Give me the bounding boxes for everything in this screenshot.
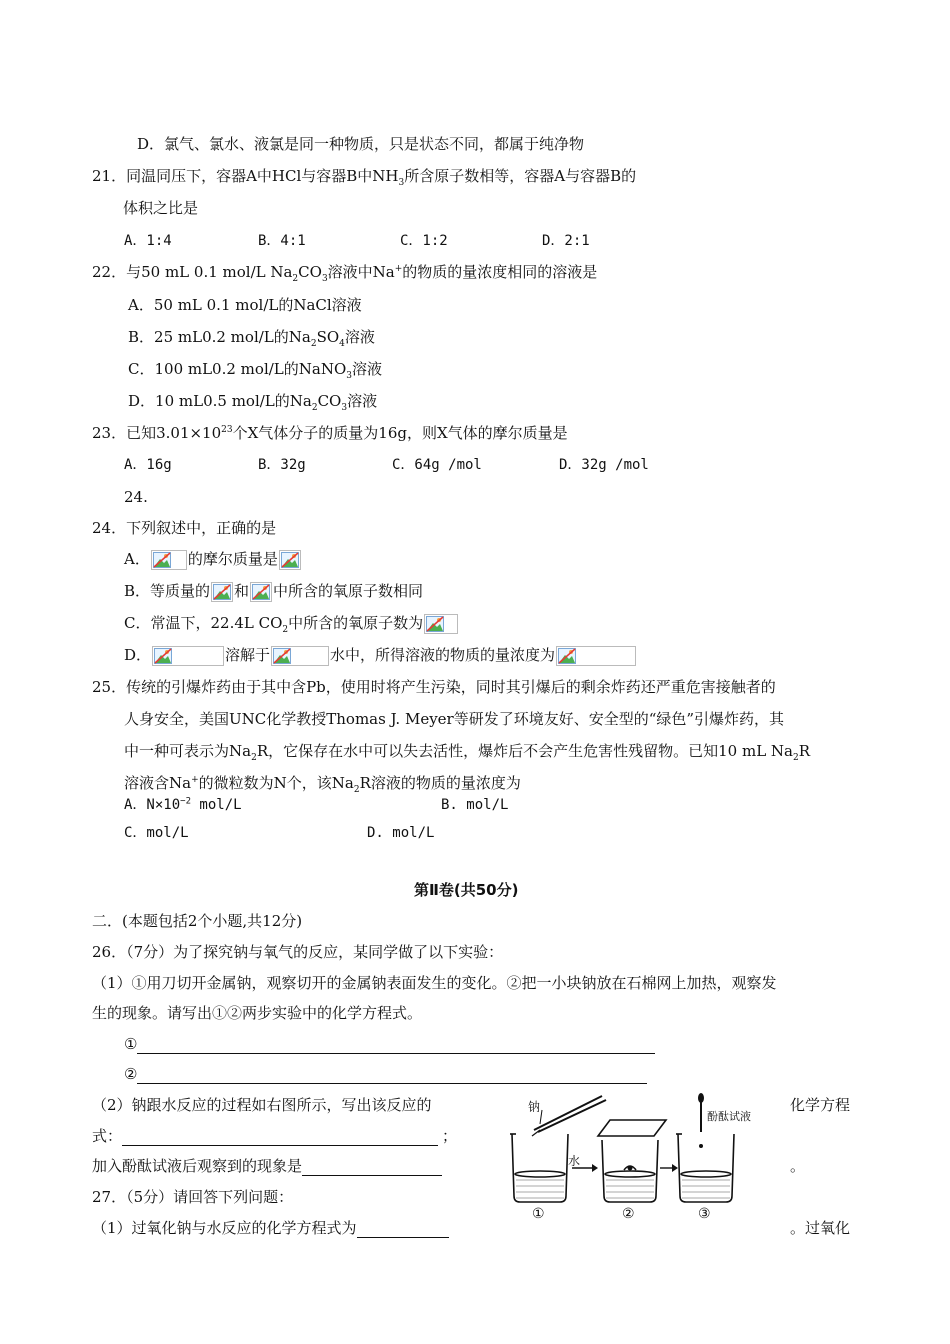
- q26-answer-1[interactable]: [124, 1034, 655, 1054]
- q26-stem: 26．（7分）为了探究钠与氧气的反应，某同学做了以下实验：: [92, 943, 504, 961]
- answer-blank[interactable]: [137, 1037, 655, 1054]
- q26-part1-line1: （1）①用刀切开金属钠，观察切开的金属钠表面发生的变化。②把一小块钠放在石棉网上加热，观察发: [92, 974, 777, 992]
- answer-label: ②: [124, 1065, 138, 1083]
- broken-image-icon: [279, 550, 301, 570]
- q21-stem: 21．同温同压下，容器A中HCl与容器B中$NH_3$所含原子数相等，容器A与容器B的: [92, 167, 637, 188]
- q26-part2-line1: （2）钠跟水反应的过程如右图所示，写出该反应的: [92, 1096, 432, 1114]
- answer-blank[interactable]: [357, 1221, 449, 1238]
- q23-stem: 23．已知$3.01\times 10^{23}$个X气体分子的质量为16g，则X气体的摩尔质量是: [92, 424, 568, 442]
- q26-part2-line3[interactable]: 加入酚酞试液后观察到的现象是: [92, 1156, 442, 1176]
- figure-label-sodium: 钠: [528, 1100, 541, 1114]
- section-2-heading: 二．(本题包括2个小题,共12分): [92, 912, 303, 930]
- q25-option-b: B. mol/L: [441, 797, 509, 813]
- q21-stem-cont: 体积之比是: [123, 199, 199, 217]
- answer-blank[interactable]: [122, 1129, 438, 1146]
- broken-image-icon: [151, 550, 187, 570]
- q21-option-d: D．2:1: [542, 233, 590, 249]
- broken-image-icon: [424, 614, 458, 634]
- broken-image-icon: [211, 582, 233, 602]
- figure-number-1: ①: [532, 1206, 545, 1222]
- q25-line-1: 25．传统的引爆炸药由于其中含Pb，使用时将产生污染，同时其引爆后的剩余炸药还严重危害接触者的: [92, 678, 776, 696]
- q23-option-b: B．32g: [258, 457, 306, 473]
- q20-option-d: D．氯气、氯水、液氯是同一种物质，只是状态不同，都属于纯净物: [137, 135, 585, 153]
- q21-option-c: C．1:2: [400, 233, 448, 249]
- q23-option-d: D．32g /mol: [559, 457, 649, 473]
- q27-part1-end: 。过氧化: [790, 1219, 851, 1237]
- q25-option-c: C．mol/L: [124, 825, 189, 841]
- figure-label-water: 水: [568, 1154, 581, 1168]
- q24-stem: 24．下列叙述中，正确的是: [92, 519, 277, 537]
- q22-option-c: C．100 mL0.2 mol/L的NaNO$_3$溶液: [128, 360, 382, 381]
- q26-part2-line3-end: 。: [790, 1157, 806, 1175]
- q26-answer-2[interactable]: [124, 1064, 647, 1084]
- q25-line-3: 中一种可表示为$Na_2R$，它保存在水中可以失去活性，爆炸后不会产生危害性残留物。已知10 mL $Na_2R$: [124, 742, 811, 763]
- broken-image-icon: [250, 582, 272, 602]
- q25-line-2: 人身安全，美国UNC化学教授Thomas J. Meyer等研发了环境友好、安全型的“绿色”引爆炸药，其: [124, 710, 785, 728]
- figure-label-phenolphthalein: 酚酞试液: [707, 1110, 751, 1123]
- answer-label: ①: [124, 1035, 138, 1053]
- q25-line-4: 溶液含Na+的微粒数为N个，该$Na_2R$溶液的物质的量浓度为: [124, 774, 521, 795]
- q23-stray-text: 24.: [124, 488, 148, 506]
- q24-option-b: B．等质量的 和 中所含的氧原子数相同: [124, 582, 424, 600]
- q26-part2-line2[interactable]: 式： ；: [92, 1127, 458, 1145]
- broken-image-icon: [152, 646, 224, 666]
- q27-part1[interactable]: （1）过氧化钠与水反应的化学方程式为: [92, 1218, 449, 1238]
- q24-option-d: D． 溶解于 水中，所得溶液的物质的量浓度为: [124, 645, 637, 666]
- q21-option-b: B．4:1: [258, 233, 306, 249]
- q24-option-c: C．常温下，22.4L $CO_2$中所含的氧原子数为: [124, 613, 459, 634]
- q27-stem: 27．（5分）请回答下列问题：: [92, 1188, 294, 1206]
- answer-blank[interactable]: [137, 1067, 647, 1084]
- broken-image-icon: [556, 646, 636, 666]
- q21-option-a: A．1:4: [124, 233, 172, 249]
- figure-number-2: ②: [622, 1206, 635, 1222]
- figure-number-3: ③: [698, 1206, 711, 1222]
- q22-option-a: A．50 mL 0.1 mol/L的NaCl溶液: [128, 296, 362, 314]
- q25-option-a: A．$N\times 10^{-2}$ mol/L: [124, 796, 242, 813]
- sodium-water-figure: [500, 1090, 780, 1230]
- q26-part1-line2: 生的现象。请写出①②两步实验中的化学方程式。: [92, 1004, 423, 1022]
- q23-option-c: C．64g /mol: [392, 457, 482, 473]
- q22-stem: 22．与50 mL 0.1 mol/L $Na_2CO_3$溶液中Na+的物质的量浓度相同的溶液是: [92, 263, 598, 284]
- q22-option-b: B．25 mL0.2 mol/L的$Na_2SO_4$溶液: [128, 328, 375, 349]
- answer-blank[interactable]: [302, 1159, 442, 1176]
- q23-option-a: A．16g: [124, 457, 172, 473]
- part-2-title: 第Ⅱ卷(共50分): [414, 881, 519, 899]
- q24-option-a: A． 的摩尔质量是: [124, 549, 302, 570]
- q25-option-d: D. mol/L: [367, 825, 435, 841]
- broken-image-icon: [271, 646, 329, 666]
- q26-part2-line1-right: 化学方程: [790, 1096, 851, 1114]
- q22-option-d: D．10 mL0.5 mol/L的$Na_2CO_3$溶液: [128, 392, 378, 413]
